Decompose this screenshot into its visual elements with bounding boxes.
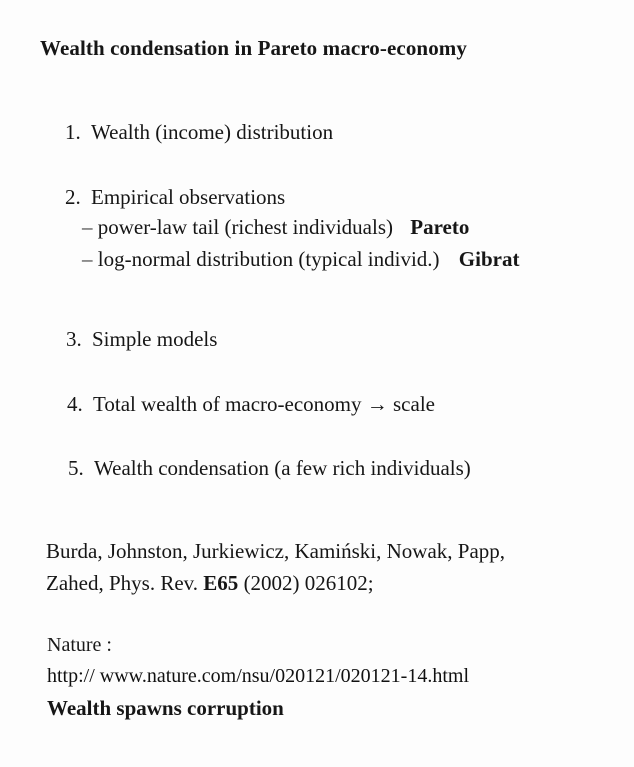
nature-label: Nature : [47, 634, 112, 656]
observation-text: power-law tail (richest individuals) [97, 215, 393, 239]
reference-authors: Burda, Johnston, Jurkiewicz, Kamiński, Nowak, Papp, [46, 539, 506, 563]
item-text: Total wealth of macro-economy → scale [93, 392, 435, 416]
item-number: 1. [65, 120, 81, 144]
observation-name: Gibrat [458, 247, 520, 271]
observation-gibrat [82, 247, 519, 272]
item-text: Simple models [92, 327, 218, 351]
observation-pareto [82, 215, 469, 240]
reference-year-page: (2002) 026102; [243, 571, 374, 595]
item-text: Wealth condensation (a few rich individuals) [94, 456, 471, 480]
list-item-1 [65, 120, 333, 145]
list-item-5 [68, 456, 471, 481]
item-text: Wealth (income) distribution [91, 120, 334, 144]
list-item-4 [67, 392, 435, 417]
list-item-3 [66, 327, 217, 352]
item-number: 5. [68, 456, 84, 480]
item-number: 4. [67, 392, 83, 416]
dash-bullet: – [82, 215, 93, 239]
item-number: 3. [66, 327, 82, 351]
item-number: 2. [65, 185, 81, 209]
dash-bullet: – [82, 247, 93, 271]
observation-text: log-normal distribution (typical individ.) [97, 247, 440, 271]
nature-url: http:// www.nature.com/nsu/020121/020121-14.html [47, 665, 470, 687]
reference-citation [46, 571, 374, 596]
nature-headline: Wealth spawns corruption [47, 696, 284, 720]
item-text: Empirical observations [91, 185, 286, 209]
reference-authors-2: Zahed, Phys. Rev. [46, 571, 199, 595]
observation-name: Pareto [410, 215, 470, 239]
list-item-2 [65, 185, 285, 210]
page-title: Wealth condensation in Pareto macro-economy [40, 36, 467, 60]
journal-volume: E65 [203, 571, 239, 595]
